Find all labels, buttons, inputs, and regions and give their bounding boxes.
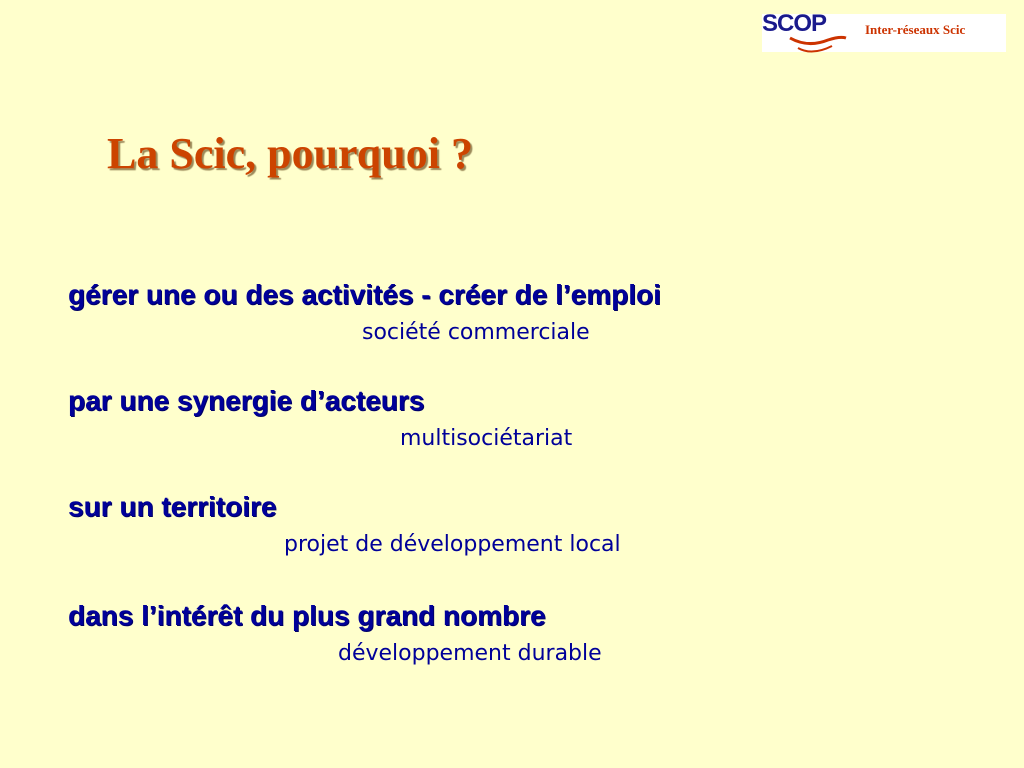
point-1-main: gérer une ou des activités - créer de l’emploi: [68, 279, 661, 310]
point-1-sub: société commerciale: [362, 320, 590, 345]
point-4-main: dans l’intérêt du plus grand nombre: [68, 600, 546, 631]
logo-mark: SCOP: [762, 10, 827, 37]
point-3-main: sur un territoire: [68, 491, 277, 522]
logo-label: Inter-réseaux Scic: [865, 22, 966, 37]
point-2-main: par une synergie d’acteurs: [68, 385, 425, 416]
scop-logo: [762, 10, 1006, 52]
point-3-sub: projet de développement local: [284, 532, 621, 557]
logo-swoosh-icon: [788, 34, 848, 56]
point-4-sub: développement durable: [338, 641, 602, 666]
point-2-sub: multisociétariat: [400, 426, 573, 451]
slide-title: La Scic, pourquoi ?: [107, 129, 473, 178]
